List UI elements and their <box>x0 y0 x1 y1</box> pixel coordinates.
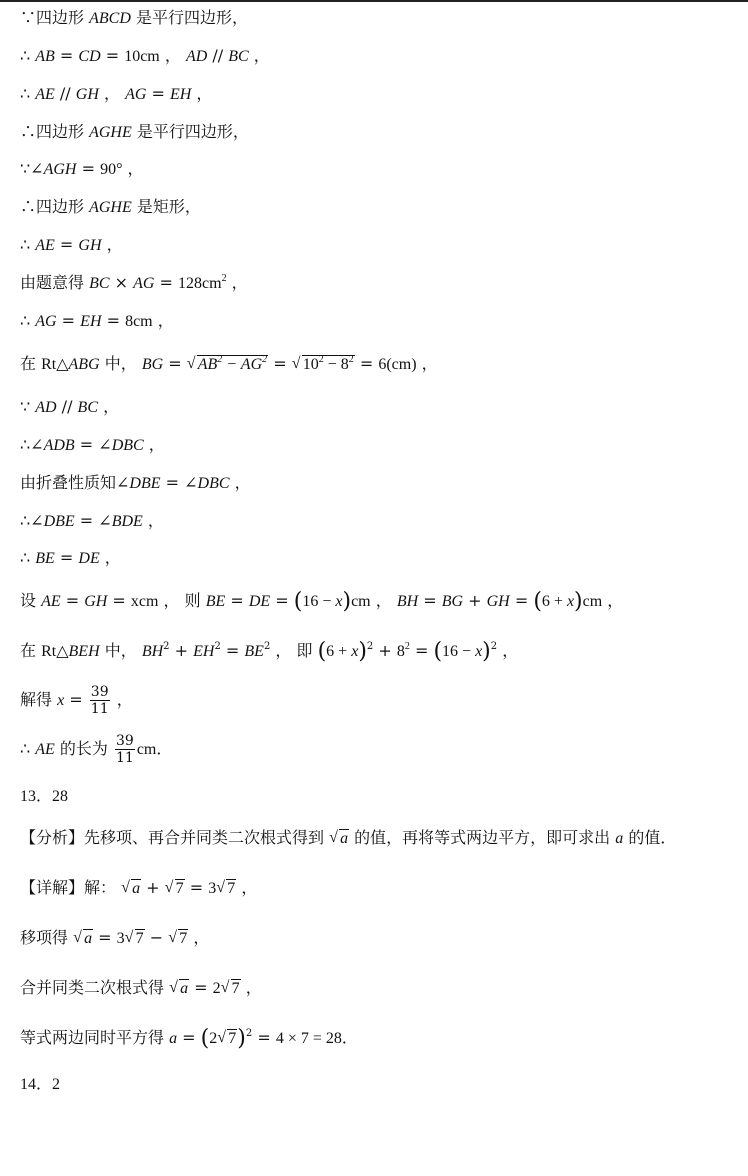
line-14: ∴∠DBE = ∠BDE ， <box>20 511 164 530</box>
line-15: ∴ BE = DE ， <box>20 548 121 567</box>
line-23: 移项得 √ a = 3√ 7 − √ 7 ， <box>20 928 209 949</box>
line-3: ∴ AE // GH ， AG = EH ， <box>20 84 213 103</box>
line-24: 合并同类二次根式得 √ a = 2√ 7 ， <box>20 978 262 999</box>
line-11: ∵ AD // BC ， <box>20 397 120 416</box>
line-7: ∴ AE = GH ， <box>20 235 123 254</box>
line-1: ∵四边形 ABCD 是平行四边形， <box>20 8 248 27</box>
line-26: 14．2 <box>20 1076 61 1093</box>
line-19: ∴ AE 的长为 $\frac{39}{11}$ cm． <box>20 733 173 766</box>
line-22: 【详解】解： √ a + √ 7 = 3√ 7 ， <box>20 878 257 899</box>
line-16: 设 AE = GH = xcm ， 则 BE = DE = (16 − x)cm ， BH = BG + GH = (6 + x)cm ， <box>20 589 624 614</box>
line-4: ∴四边形 AGHE 是平行四边形， <box>20 122 249 141</box>
line-25: 等式两边同时平方得 a = (2√ 7)$^2$ = 4 × 7 = 28． <box>20 1028 358 1049</box>
line-2: ∴ AB = CD = 10cm ， AD // BC ， <box>20 46 270 65</box>
line-5: ∵∠AGH = 90° ， <box>20 159 144 178</box>
top-rule <box>0 0 748 2</box>
line-20: 13．28 <box>20 788 69 805</box>
line-17: 在 Rt△BEH 中， $BH^2 + EH^2 = BE^2$ ， 即 $(6 + x)^2 + 8^2 = (16 - x)^2$ ， <box>20 639 519 664</box>
line-8: 由题意得 BC × AG = $128cm^2$ ， <box>20 273 248 292</box>
line-21: 【分析】先移项、再合并同类二次根式得到 √ a 的值，再将等式两边平方，即可求出 a 的值． <box>20 828 676 849</box>
line-12: ∴∠ADB = ∠DBC ， <box>20 435 165 454</box>
line-13: 由折叠性质知∠DBE = ∠DBC ， <box>20 473 251 492</box>
line-10: 在 Rt△ABG 中， BG = √ $AB^2 - AG^2$ = √ $10^2 - 8^2 = 6(cm)$ ， <box>20 354 438 375</box>
line-18: 解得 x = $\frac{39}{11}$ ， <box>20 684 133 717</box>
line-9: ∴ AG = EH = 8cm ， <box>20 311 174 330</box>
line-6: ∴四边形 AGHE 是矩形， <box>20 197 201 216</box>
